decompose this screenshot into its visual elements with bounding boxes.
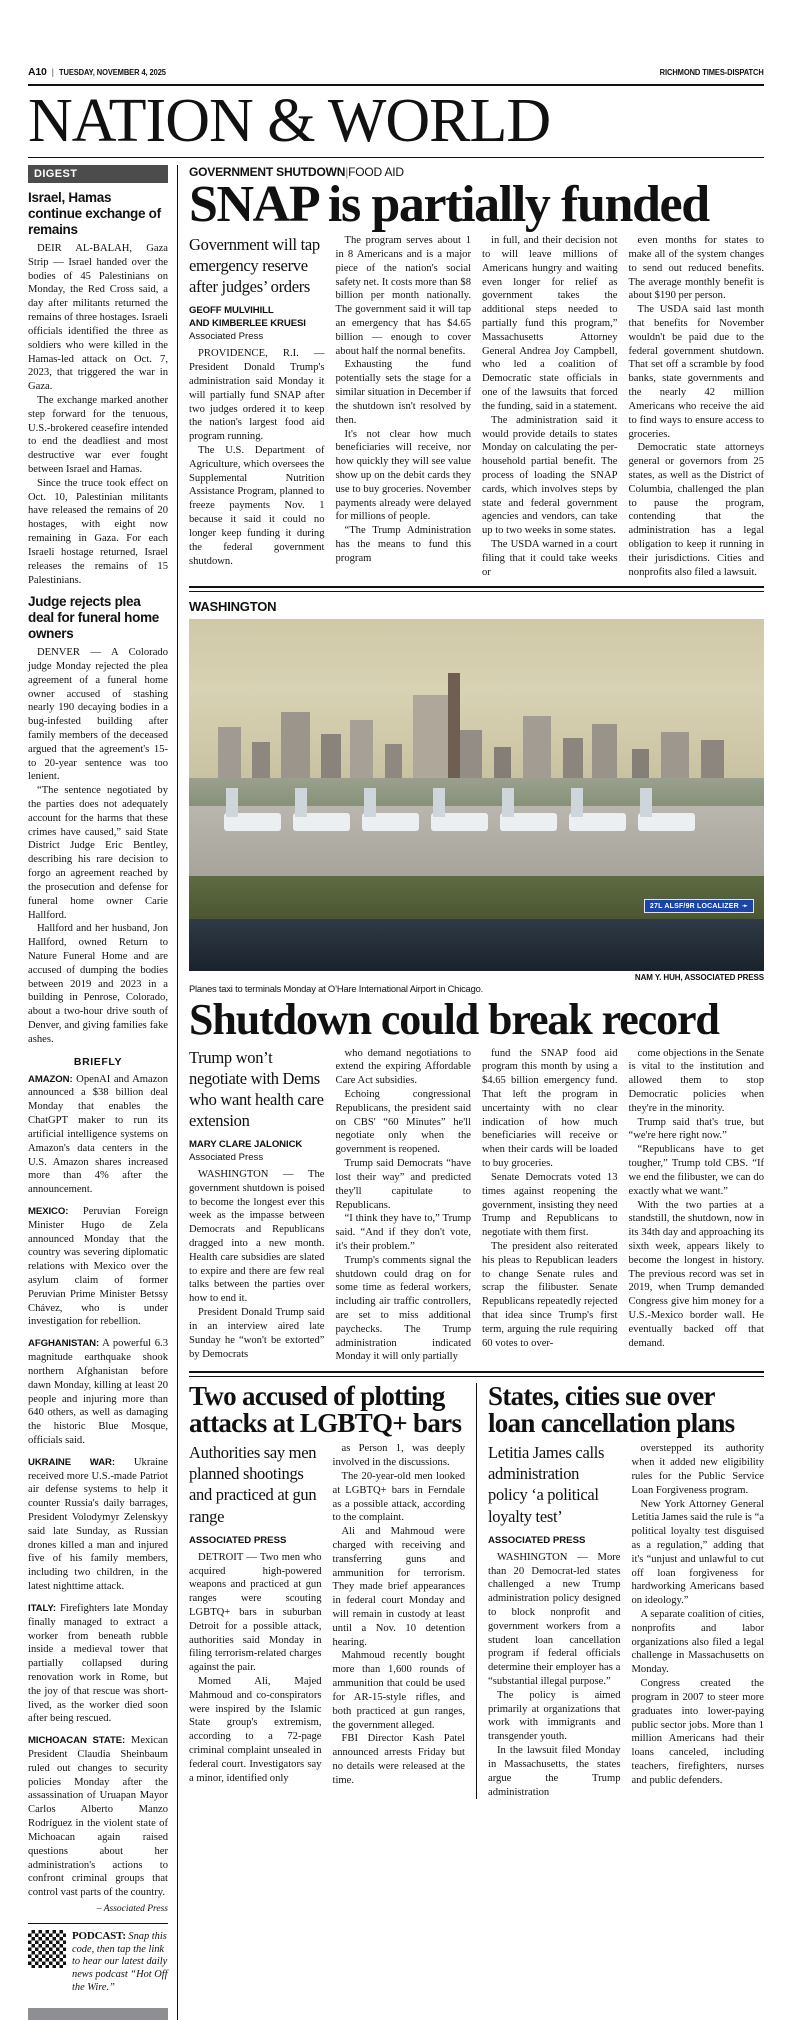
snap-headline[interactable]: SNAP is partially funded <box>189 176 709 234</box>
snap-col-3 <box>482 234 629 579</box>
qr-code-icon[interactable] <box>28 1930 66 1968</box>
photo-skyline <box>189 683 764 782</box>
shutdown-col-2 <box>336 1047 483 1365</box>
digest-paragraph: DEIR AL-BALAH, Gaza Strip — Israel handed over the bodies of 45 Palestinians on Monday, the Red Cross said, a day after militants returned the remains of three hostages. Israeli officials identified the three as soldiers who were killed in the Hamas-led attack on Oct. 7, 2023, that triggered the war in Gaza. <box>28 243 168 393</box>
shutdown-paragraph: Trump's comments signal the shutdown could drag on for some time as federal workers, including air traffic controllers, are set to miss additional paychecks. The Trump administration indicated Monday it will only partially <box>335 1254 471 1363</box>
snap-col-2 <box>336 234 483 579</box>
brief-item <box>28 1337 168 1448</box>
snap-col-1 <box>189 234 336 579</box>
bottom-article-row <box>189 1383 764 1799</box>
shutdown-paragraph: The president also reiterated his pleas to Republican leaders to change Senate rules and scrap the filibuster. Senate Republicans repeatedly rejected that idea since Trump's first term, arguing the rule requiring 60 votes to over- <box>482 1240 618 1349</box>
lgbtq-paragraph: FBI Director Kash Patel announced arrests Friday but no details were released at the time. <box>332 1733 465 1786</box>
digest-paragraph: Since the truce took effect on Oct. 10, Palestinian militants have released the remains of 20 hostages, with eight now remaining in Gaza. For each Israeli hostage returned, Israel releases the remains of 15 Palestinians. <box>28 477 168 586</box>
folio-separator: | <box>51 67 55 77</box>
brief-text: OpenAI and Amazon announced a $38 billion deal Monday that enables the ChatGPT maker to run its artificial intelligence systems on Amazon's data centers in the U.S. Amazon shares increased more than 4% after the announcement. <box>28 1073 168 1196</box>
snap-paragraph: The USDA warned in a court filing that it could take weeks or <box>482 539 618 578</box>
digest-item <box>28 190 168 587</box>
shutdown-byline: MARY CLARE JALONICK <box>189 1139 303 1150</box>
snap-bottom-divider-thin <box>189 591 764 592</box>
lgbtq-col-2 <box>333 1442 466 1787</box>
loan-paragraph: Congress created the program in 2007 to steer more graduates into lower-paying public sector jobs. More than 1 million Americans had their loans canceled, including teachers, firefighters, nurses and public defenders. <box>631 1678 764 1786</box>
brief-text: A powerful 6.3 magnitude earthquake shook northern Afghanistan before dawn Monday, killing at least 20 people and injuring more than 640 others, as well as damaging the historic Blue Mosque, officials said. <box>28 1338 168 1446</box>
brief-text: Mexican President Claudia Sheinbaum ruled out changes to security policies Monday after the assassination of Uruapan Mayor Carlos Alberto Manzo Rodríguez in the violent state of Michoacan again raised questions about her administration's actions to confront criminal groups that control vast parts of the country. <box>28 1735 168 1899</box>
loan-paragraph: A separate coalition of cities, nonprofits and labor organizations also filed a legal challenge in Massachusetts on Monday. <box>631 1609 764 1676</box>
lgbtq-paragraph: Ali and Mahmoud were charged with receiving and transferring guns and ammunition for terrorism. They made brief appearances in federal court Monday and will remain in custody at least until a Nov. 10 detention hearing. <box>332 1526 465 1648</box>
shutdown-paragraph: Senate Democrats voted 13 times against reopening the government, insisting they need Trump and Republicans to negotiate with them first. <box>482 1171 618 1239</box>
shutdown-paragraph: “Republicans have to get tougher,” Trump told CBS. “If we end the filibuster, we can do exactly what we want.” <box>628 1144 764 1197</box>
brief-tag: MICHOACAN STATE: <box>28 1735 126 1747</box>
lgbtq-paragraph: The 20-year-old men looked at LGBTQ+ bars in Ferndale as a possible attack, according to the complaint. <box>332 1470 465 1524</box>
lgbtq-col-1 <box>189 1442 333 1787</box>
issue-date: TUESDAY, NOVEMBER 4, 2025 <box>59 68 166 77</box>
photo-caption: Planes taxi to terminals Monday at O’Hare International Airport in Chicago. <box>189 983 484 995</box>
digest-bar-label: DIGEST <box>28 165 168 183</box>
snap-paragraph: “The Trump Administration has the means to fund this program <box>335 525 471 564</box>
sidebar-filler-block <box>28 2008 168 2020</box>
snap-paragraph: It's not clear how much beneficiaries will receive, nor how quickly they will see value show up on the debit cards they use to buy groceries. November payments already were delayed for millions of people. <box>335 428 471 523</box>
podcast-tag: PODCAST: <box>72 1929 126 1942</box>
lgbtq-byline-org: ASSOCIATED PRESS <box>189 1534 287 1546</box>
snap-paragraph: PROVIDENCE, R.I. — President Donald Trump's administration said Monday it will partially fund SNAP after two judges ordered it to keep the nation's largest food aid program running. <box>189 348 325 443</box>
digest-paragraph: “The sentence negotiated by the parties does not adequately account for the harms that these crimes have caused,” said State District Judge Eric Bentley, describing his rare decision to forgo an agreement reached by the prosecution and defense for funeral home owner Carie Hallford. <box>28 785 168 921</box>
brief-item <box>28 1456 168 1594</box>
snap-deck: Government will tap emergency reserve after judges’ orders <box>189 235 320 297</box>
main-content <box>178 165 764 2020</box>
shutdown-byline-org: Associated Press <box>189 1151 264 1163</box>
digest-item <box>28 594 168 1046</box>
page-body <box>28 165 764 2020</box>
digest-sidebar <box>28 165 178 2020</box>
shutdown-bottom-divider-thin <box>189 1376 764 1377</box>
brief-item <box>28 1205 168 1329</box>
digest-paragraph: Hallford and her husband, Jon Hallford, owned Return to Nature Funeral Home and are accused of dumping the bodies between 2019 and 2023 in a building in Penrose, Colorado, about a two-hour drive south of Denver, and giving families fake ashes. <box>28 923 168 1045</box>
digest-paragraph: The exchange marked another step forward for the tenuous, U.S.-brokered ceasefire intended to end the deadliest and most destructive war ever fought between Israel and Hamas. <box>28 394 168 475</box>
loan-col-2 <box>632 1442 765 1799</box>
loan-paragraph: New York Attorney General Letitia James said the rule is “a political loyalty test disguised as a regulation,” adding that it's “unjust and unlawful to cut off loan forgiveness for hardworking Americans based on ideology.” <box>631 1498 764 1607</box>
shutdown-paragraph: Echoing congressional Republicans, the president said on CBS' “60 Minutes” he'll negotiate only when the government is reopened. <box>335 1089 471 1156</box>
shutdown-paragraph: fund the SNAP food aid program this month by using a $4.65 billion emergency fund. That left the program in uncertainty with no clear indication of how much beneficiaries will receive or when their cards will be loaded to buy groceries. <box>482 1047 618 1170</box>
snap-kicker-rest: FOOD AID <box>348 165 404 180</box>
snap-kicker-separator: | <box>345 165 349 180</box>
folio-left <box>28 66 173 78</box>
photo-foreground <box>189 919 764 972</box>
loan-col-1 <box>488 1442 632 1799</box>
lgbtq-deck: Authorities say men planned shootings and practiced at gun range <box>189 1443 317 1526</box>
snap-paragraph: even months for states to make all of the system changes to send out reduced benefits. The average monthly benefit is about $190 per person. <box>628 235 764 302</box>
podcast-promo[interactable] <box>28 1930 168 1994</box>
loan-byline-org: ASSOCIATED PRESS <box>488 1534 586 1546</box>
snap-paragraph: in full, and their decision not to will leave millions of Americans hungry and waiting even longer for relief as government takes the additional steps needed to partially fund this program,” Massachusetts Attorney General Andrea Joy Campbell, who led a coalition of Democratic state officials in one of the lawsuits that forced the funding, said in a statement. <box>482 235 618 412</box>
article-snap <box>189 165 764 579</box>
loan-paragraph: overstepped its authority when it added new eligibility rules for the Public Service Loan Forgiveness program. <box>631 1443 764 1496</box>
snap-paragraph: The program serves about 1 in 8 Americans and is a major piece of the nation's social safety net. It costs more than $8 billion per month nationally. The government said it will tap an emergency that has $4.65 billion — enough to cover about half the normal benefits. <box>335 235 471 357</box>
snap-byline-2: AND KIMBERLEE KRUESI <box>189 318 306 330</box>
article-loan <box>477 1383 764 1799</box>
snap-byline-org: Associated Press <box>189 331 264 343</box>
podcast-divider <box>28 1923 168 1924</box>
briefly-label: BRIEFLY <box>73 1055 123 1068</box>
shutdown-paragraph: Trump said that's true, but “we're here right now.” <box>628 1116 764 1142</box>
shutdown-bottom-divider <box>189 1371 764 1373</box>
loan-deck: Letitia James calls administration policy ‘a political loyalty test’ <box>488 1443 605 1526</box>
brief-tag: UKRAINE WAR: <box>28 1456 115 1468</box>
shutdown-paragraph: come objections in the Senate is vital to the institution and allowed them to stop Democratic policies when they're in the minority. <box>628 1047 764 1114</box>
shutdown-col-3 <box>482 1047 629 1365</box>
digest-headline: Israel, Hamas continue exchange of remains <box>28 190 161 238</box>
brief-item <box>28 1073 168 1197</box>
folio-bar <box>28 0 764 78</box>
snap-paragraph: The USDA said last month that benefits for November wouldn't be paid due to the federal government shutdown. That set off a scramble by food banks, state governments and the nearly 42 million Americans who receive the aid to find ways to ensure access to groceries. <box>628 304 764 440</box>
lgbtq-paragraph: Momed Ali, Majed Mahmoud and co-conspirators were inspired by the Islamic State group's extremism, according to a 72-page criminal complaint unsealed in federal court. Investigators say a minor, identified only <box>189 1676 322 1784</box>
masthead-divider <box>28 157 764 158</box>
shutdown-paragraph: President Donald Trump said in an interview aired late Sunday he “won't be extorted” by Democrats <box>189 1307 325 1360</box>
section-masthead: NATION & WORLD <box>28 87 551 155</box>
brief-tag: MEXICO: <box>28 1205 69 1217</box>
shutdown-col-1 <box>189 1047 336 1365</box>
loan-paragraph: In the lawsuit filed Monday in Massachusetts, the states argue the Trump administration <box>488 1745 621 1798</box>
runway-sign <box>644 899 754 913</box>
snap-paragraph: Exhausting the fund potentially sets the stage for a similar situation in December if the shutdown isn't resolved by then. <box>335 359 471 426</box>
brief-item <box>28 1734 168 1900</box>
brief-item <box>28 1602 168 1726</box>
article-shutdown <box>189 995 764 1364</box>
podcast-body: Snap this code, then tap the link to hear our latest daily news podcast “Hot Off the Wire.” <box>72 1930 168 1993</box>
digest-paragraph: DENVER — A Colorado judge Monday rejected the plea agreement of a funeral home owner accused of stashing nearly 190 decaying bodies in a bug-infested building after family members of the deceased argued that the agreement's 15- to 20-year sentence was too lenient. <box>28 647 168 783</box>
lgbtq-paragraph: Mahmoud recently bought more than 1,600 rounds of ammunition that could be used for AR-15-style rifles, and both practiced at gun ranges, the government alleged. <box>332 1650 465 1731</box>
page-number: A10 <box>28 66 47 78</box>
snap-bottom-divider <box>189 586 764 588</box>
brief-tag: AFGHANISTAN: <box>28 1338 100 1350</box>
shutdown-deck: Trump won’t negotiate with Dems who want health care extension <box>189 1047 324 1130</box>
lgbtq-paragraph: as Person 1, was deeply involved in the discussions. <box>332 1443 465 1469</box>
podcast-text <box>72 1930 168 1994</box>
snap-paragraph: The administration said it would provide details to states Monday on calculating the per-household partial benefit. The process of loading the SNAP cards, which involves steps by state and federal government agencies and vendors, can take up to two weeks in some states. <box>482 414 618 537</box>
digest-headline: Judge rejects plea deal for funeral home owners <box>28 594 159 642</box>
shutdown-paragraph: Trump said Democrats “have lost their way” and predicted they'll capitulate to Republicans. <box>335 1158 471 1211</box>
loan-headline[interactable]: States, cities sue over loan cancellation plans <box>488 1381 735 1439</box>
publication-name: RICHMOND TIMES-DISPATCH <box>659 68 764 77</box>
runway-sign-text: 27L ALSF/9R LOCALIZER <box>649 902 739 910</box>
shutdown-paragraph: “I think they have to,” Trump said. “And if they don't vote, it's their problem.” <box>335 1213 471 1252</box>
brief-tag: ITALY: <box>28 1602 57 1614</box>
brief-text: Ukraine received more U.S.-made Patriot air defense systems to help it counter Russia's daily barrages, President Volodymyr Zelenskyy said late Sunday, as Russian drones killed a man and injured five of his family members, including two children, in the latest nighttime attack. <box>28 1456 168 1593</box>
shutdown-paragraph: WASHINGTON — The government shutdown is poised to become the longest ever this week as the impasse between Democrats and Republicans dragged into a new month. Health care subsidies are slated to expire and there are few real talks between the parties over how to end it. <box>189 1168 325 1305</box>
digest-source-credit: – Associated Press <box>96 1903 168 1914</box>
loan-paragraph: The policy is aimed primarily at organizations that work with immigrants and transgender youth. <box>488 1689 621 1743</box>
brief-text: Peruvian Foreign Minister Hugo de Zela announced Monday that the country was severing diplomatic relations with Mexico over the asylum claim of former Peruvian Prime Minister Betssy Chávez, who is under investigation for rebellion. <box>28 1205 168 1328</box>
loan-paragraph: WASHINGTON — More than 20 Democrat-led states challenged a new Trump administration policy designed to block nonprofit and government workers from a student loan cancellation program if federal officials determine their employer has a “substantial illegal purpose.” <box>488 1551 621 1687</box>
brief-tag: AMAZON: <box>28 1073 73 1085</box>
shutdown-paragraph: who demand negotiations to extend the expiring Affordable Care Act subsidies. <box>335 1047 471 1087</box>
photo-credit: NAM Y. HUH, ASSOCIATED PRESS <box>634 973 764 983</box>
snap-paragraph: Democratic state attorneys general or governors from 25 states, as well as the District of Columbia, challenged the plan to pause the program, contending that the administration has a legal obligation to keep it running in their jurisdictions. Cities and nonprofits also filed a lawsuit. <box>628 442 764 578</box>
snap-paragraph: The U.S. Department of Agriculture, which oversees the Supplemental Nutrition Assistance Program, planned to freeze payments Nov. 1 because it said it could no longer keep funding it during the federal government shutdown. <box>189 445 325 567</box>
shutdown-headline[interactable]: Shutdown could break record <box>189 995 719 1045</box>
arrow-right-icon: ➛ <box>741 903 748 911</box>
snap-kicker-bold: GOVERNMENT SHUTDOWN <box>189 165 346 180</box>
shutdown-col-4 <box>629 1047 765 1365</box>
photo-section-label: WASHINGTON <box>189 599 277 615</box>
article-lgbtq <box>189 1383 477 1799</box>
snap-byline-1: GEOFF MULVIHILL <box>189 305 274 317</box>
shutdown-paragraph: With the two parties at a standstill, the shutdown, now in its 34th day and approaching its sixth week, appears likely to become the longest in history. The previous record was set in 2019, when Trump demanded Congress give him money for a U.S.-Mexico border wall. He eventually backed off that demand. <box>628 1199 764 1349</box>
snap-col-4 <box>629 234 765 579</box>
lgbtq-headline[interactable]: Two accused of plotting attacks at LGBTQ+ bars <box>189 1381 462 1439</box>
lgbtq-paragraph: DETROIT — Two men who acquired high-powered weapons and practiced at gun ranges were scouting LGBTQ+ bars in suburban Detroit for a possible attack, authorities said Monday in filing terrorism-related charges against the pair. <box>189 1551 322 1674</box>
airport-photo <box>189 619 764 971</box>
brief-text: Firefighters late Monday finally managed to extract a worker from beneath rubble inside a medieval tower that partially collapsed during renovation work in Rome, but the joy of that rescue was short-lived, as the worker died soon after being rescued. <box>28 1602 168 1725</box>
